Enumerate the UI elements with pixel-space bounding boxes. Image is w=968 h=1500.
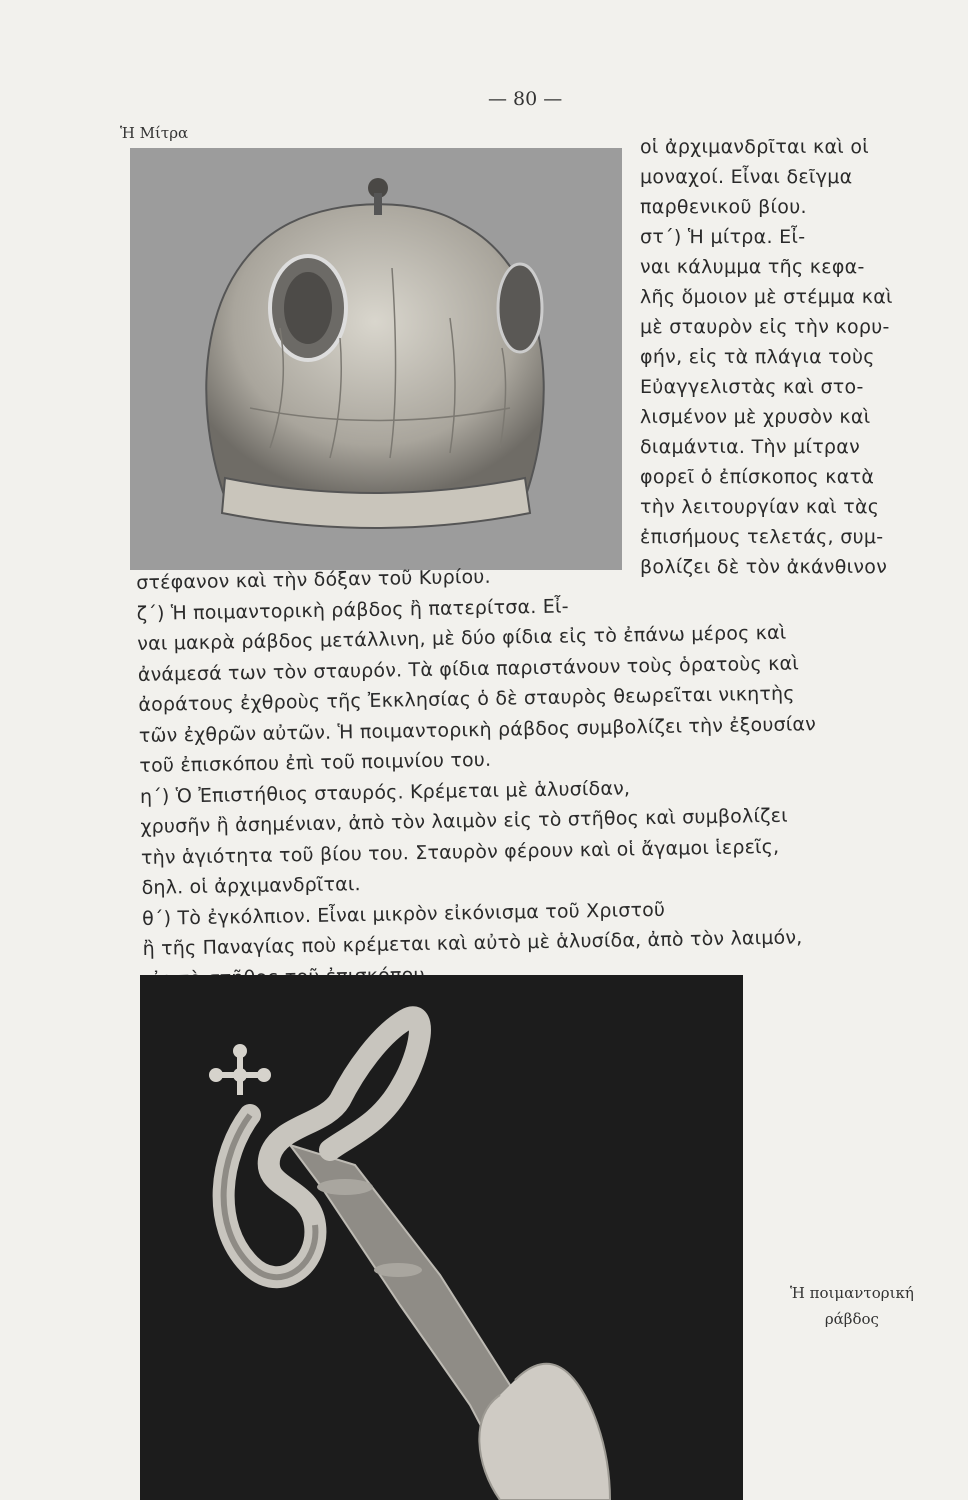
column-line: ναι κάλυμμα τῆς κεφα- bbox=[640, 256, 865, 278]
staff-caption bbox=[790, 1280, 914, 1332]
body-line: θ΄) Τὸ ἐγκόλπιον. Εἶναι μικρὸν εἰκόνισμα τοῦ Χριστοῦ bbox=[141, 898, 666, 930]
column-line: μὲ σταυρὸν εἰς τὴν κορυ- bbox=[640, 316, 890, 338]
column-line: ἐπισήμους τελετάς, συμ- bbox=[640, 526, 884, 548]
body-line: τοῦ ἐπισκόπου ἐπὶ τοῦ ποιμνίου του. bbox=[139, 748, 492, 777]
column-line: οἱ ἀρχιμανδρῖται καὶ οἱ bbox=[640, 136, 869, 158]
column-line: μοναχοί. Εἶναι δεῖγμα bbox=[640, 166, 853, 188]
column-line: διαμάντια. Τὴν μίτραν bbox=[640, 436, 861, 458]
column-line: λῆς ὅμοιον μὲ στέμμα καὶ bbox=[640, 286, 893, 308]
column-line: φήν, εἰς τὰ πλάγια τοὺς bbox=[640, 346, 875, 368]
mitre-caption: Ἡ Μίτρα bbox=[120, 124, 189, 142]
body-line: ἀοράτους ἐχθροὺς τῆς Ἐκκλησίας ὁ δὲ σταυρὸς θεωρεῖται νικητὴς bbox=[138, 682, 795, 716]
body-line: ἢ τῆς Παναγίας ποὺ κρέμεται καὶ αὐτὸ μὲ ἁλυσίδα, ἀπὸ τὸν λαιμόν, bbox=[142, 926, 803, 960]
column-line: βολίζει δὲ τὸν ἀκάνθινον bbox=[640, 556, 888, 578]
body-line: χρυσῆν ἢ ἀσημένιαν, ἀπὸ τὸν λαιμὸν εἰς τὸ στῆθος καὶ συμβολίζει bbox=[140, 804, 788, 838]
column-line: παρθενικοῦ βίου. bbox=[640, 196, 807, 218]
page-number: — 80 — bbox=[488, 88, 563, 110]
body-line: στέφανον καὶ τὴν δόξαν τοῦ Κυρίου. bbox=[136, 565, 491, 594]
column-line: φορεῖ ὁ ἐπίσκοπος κατὰ bbox=[640, 466, 875, 488]
staff-caption-line: ράβδος bbox=[824, 1310, 879, 1328]
column-line: στ΄) Ἡ μίτρα. Εἶ- bbox=[640, 226, 806, 248]
column-line: λισμένον μὲ χρυσὸν καὶ bbox=[640, 406, 871, 428]
staff-caption-line: Ἡ ποιμαντορική bbox=[790, 1284, 914, 1302]
body-line: τῶν ἐχθρῶν αὐτῶν. Ἡ ποιμαντορικὴ ράβδος συμβολίζει τὴν ἐξουσίαν bbox=[138, 712, 817, 747]
body-line: ναι μακρὰ ράβδος μετάλλινη, μὲ δύο φίδια εἰς τὸ ἐπάνω μέρος καὶ bbox=[137, 621, 787, 655]
body-line: ζ΄) Ἡ ποιμαντορικὴ ράβδος ἢ πατερίτσα. Εἶ- bbox=[136, 594, 569, 625]
staff-photo bbox=[140, 975, 743, 1500]
body-line: ἀνάμεσά των τὸν σταυρόν. Τὰ φίδια παριστάνουν τοὺς ὁρατοὺς καὶ bbox=[137, 651, 800, 686]
column-line: Εὐαγγελιστὰς καὶ στο- bbox=[640, 376, 864, 398]
body-text bbox=[136, 554, 943, 995]
column-text bbox=[640, 132, 922, 582]
body-line: δηλ. οἱ ἀρχιμανδρῖται. bbox=[141, 873, 361, 899]
body-line: τὴν ἁγιότητα τοῦ βίου του. Σταυρὸν φέρουν καὶ οἱ ἄγαμοι ἱερεῖς, bbox=[140, 835, 780, 869]
mitre-photo bbox=[130, 148, 622, 570]
column-line: τὴν λειτουργίαν καὶ τὰς bbox=[640, 496, 880, 518]
body-line: η΄) Ὁ Ἐπιστήθιος σταυρός. Κρέμεται μὲ ἁλυσίδαν, bbox=[139, 776, 631, 808]
